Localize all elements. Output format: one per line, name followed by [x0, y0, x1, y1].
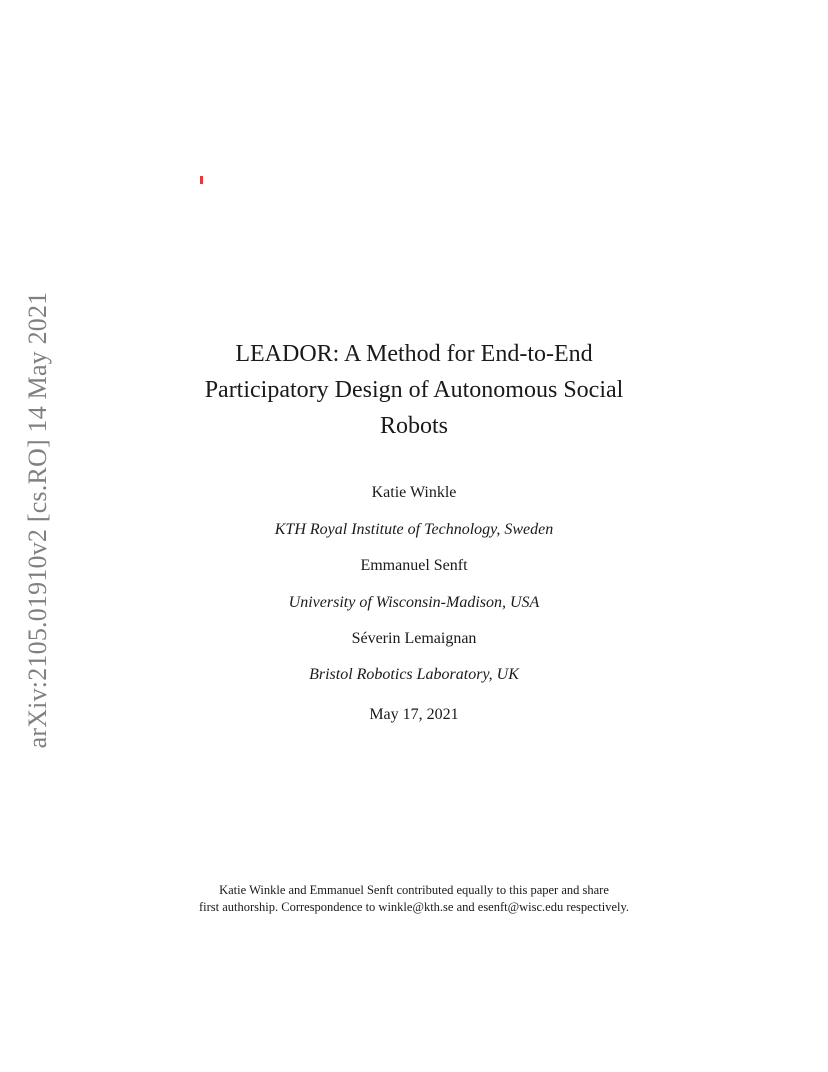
- footnote-line-2: first authorship. Correspondence to winkle@kth.se and esenft@wisc.edu respectively.: [198, 900, 630, 914]
- author-affiliation-1: KTH Royal Institute of Technology, Sweden: [274, 521, 554, 538]
- footnote: [150, 882, 678, 916]
- author-name-3: Séverin Lemaignan: [351, 630, 477, 647]
- red-marker: [200, 176, 203, 184]
- author-affiliation-3: Bristol Robotics Laboratory, UK: [309, 666, 519, 683]
- author-affiliation-2: University of Wisconsin-Madison, USA: [288, 594, 540, 611]
- author-name-1: Katie Winkle: [371, 484, 457, 501]
- arxiv-identifier-stamp: arXiv:2105.01910v2 [cs.RO] 14 May 2021: [23, 291, 52, 749]
- paper-title: LEADOR: A Method for End-to-End Participatory Design of Autonomous Social Robots: [204, 341, 624, 439]
- footnote-line-1: Katie Winkle and Emmanuel Senft contributed equally to this paper and share: [219, 883, 609, 897]
- paper-date: May 17, 2021: [369, 706, 459, 723]
- author-name-2: Emmanuel Senft: [360, 557, 468, 574]
